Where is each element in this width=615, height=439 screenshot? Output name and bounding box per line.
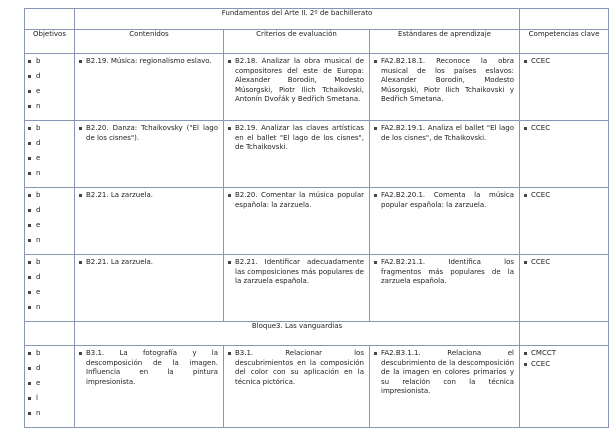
- objetivos-cell: [25, 346, 75, 428]
- contenidos-cell: [75, 54, 224, 121]
- estandar-text: FA2.B3.1.1. Relaciona el descubrimiento de la descomposición de la imagen en colores primarios y su relación con la técnica impresionista.: [374, 349, 514, 397]
- table-row: [25, 346, 609, 428]
- contenidos-cell: [75, 346, 224, 428]
- header-objetivos: Objetivos: [25, 30, 75, 54]
- estandares-cell: [370, 188, 520, 255]
- criterios-cell: [224, 188, 370, 255]
- estandar-text: FA2.B2.19.1. Analiza el ballet "El lago de los cisnes", de Tchaikovski.: [374, 124, 514, 143]
- header-estandares: Estándares de aprendizaje: [370, 30, 520, 54]
- criterios-cell: [224, 121, 370, 188]
- title-spacer-right: [520, 9, 609, 30]
- objetivos-cell: [25, 188, 75, 255]
- estandar-text: FA2.B2.20.1. Comenta la música popular española: la zarzuela.: [374, 191, 514, 210]
- contenido-text: B3.1. La fotografía y la descomposición de la imagen. Influencia en la pintura impresionista.: [79, 349, 218, 387]
- competencia-text: CCEC: [524, 57, 603, 67]
- contenidos-cell: [75, 255, 224, 322]
- objetivo-item: n: [28, 102, 74, 117]
- objetivos-cell: [25, 54, 75, 121]
- estandares-cell: [370, 121, 520, 188]
- criterio-text: B2.18. Analizar la obra musical de compositores del este de Europa: Alexander Borodin, Modesto Músorgski, Piotr Ilich Tchaikovski, Antonín Dvořák y Bedřich Smetana.: [228, 57, 364, 105]
- criterio-text: B2.20. Comentar la música popular española: la zarzuela.: [228, 191, 364, 210]
- estandar-text: FA2.B2.21.1. Identifica los fragmentos más populares de la zarzuela española.: [374, 258, 514, 287]
- contenidos-cell: [75, 121, 224, 188]
- objetivo-item: e: [28, 87, 74, 102]
- contenido-text: B2.21. La zarzuela.: [79, 258, 218, 268]
- header-criterios: Criterios de evaluación: [224, 30, 370, 54]
- competencias-cell: [520, 255, 609, 322]
- objetivo-item: n: [28, 169, 74, 184]
- objetivo-item: n: [28, 409, 74, 424]
- objetivo-item: d: [28, 206, 74, 221]
- block-title: Bloque3. Las vanguardias: [75, 322, 520, 346]
- contenidos-cell: [75, 188, 224, 255]
- estandares-cell: [370, 255, 520, 322]
- objetivo-item: b: [28, 124, 74, 139]
- competencias-cell: [520, 54, 609, 121]
- objetivo-item: d: [28, 139, 74, 154]
- criterios-cell: [224, 346, 370, 428]
- competencias-cell: [520, 188, 609, 255]
- objetivo-item: e: [28, 379, 74, 394]
- competencias-cell: [520, 121, 609, 188]
- competencia-text: CMCCT: [524, 349, 603, 359]
- objetivo-item: e: [28, 288, 74, 303]
- header-contenidos: Contenidos: [75, 30, 224, 54]
- competencia-text: CCEC: [524, 124, 603, 134]
- table-title: Fundamentos del Arte II. 2º de bachillerato: [75, 9, 520, 30]
- objetivo-item: b: [28, 349, 74, 364]
- competencias-cell: [520, 346, 609, 428]
- estandares-cell: [370, 54, 520, 121]
- objetivos-cell: [25, 255, 75, 322]
- header-competencias: Competencias clave: [520, 30, 609, 54]
- objetivos-cell: [25, 121, 75, 188]
- contenido-text: B2.20. Danza: Tchaikovsky ("El lago de los cisnes").: [79, 124, 218, 143]
- objetivo-item: n: [28, 303, 74, 318]
- table-row: [25, 121, 609, 188]
- competencia-text: CCEC: [524, 258, 603, 268]
- objetivo-item: n: [28, 236, 74, 251]
- criterio-text: B2.19. Analizar las claves artísticas en el ballet "El lago de los cisnes", de Tchaikovski.: [228, 124, 364, 153]
- block-spacer-left: [25, 322, 75, 346]
- title-spacer-left: [25, 9, 75, 30]
- criterios-cell: [224, 54, 370, 121]
- objetivo-item: l: [28, 394, 74, 409]
- estandares-cell: [370, 346, 520, 428]
- objetivo-item: b: [28, 57, 74, 72]
- criterio-text: B3.1. Relacionar los descubrimientos en la composición del color con su aplicación en la técnica pictórica.: [228, 349, 364, 387]
- objetivo-item: d: [28, 72, 74, 87]
- estandar-text: FA2.B2.18.1. Reconoce la obra musical de los países eslavos: Alexander Borodin, Modesto Músorgski, Piotr Ilich Tchaikovski y Bedřich Smetana.: [374, 57, 514, 105]
- objetivo-item: d: [28, 364, 74, 379]
- objetivo-item: b: [28, 191, 74, 206]
- objetivo-item: e: [28, 154, 74, 169]
- criterios-cell: [224, 255, 370, 322]
- competencia-text: CCEC: [524, 191, 603, 201]
- table-row: [25, 188, 609, 255]
- contenido-text: B2.19. Música: regionalismo eslavo.: [79, 57, 218, 67]
- objetivo-item: b: [28, 258, 74, 273]
- objetivo-item: e: [28, 221, 74, 236]
- objetivo-item: d: [28, 273, 74, 288]
- criterio-text: B2.21. Identificar adecuadamente las composiciones más populares de la zarzuela española.: [228, 258, 364, 287]
- block-spacer-right: [520, 322, 609, 346]
- table-row: [25, 255, 609, 322]
- contenido-text: B2.21. La zarzuela.: [79, 191, 218, 201]
- table-row: [25, 54, 609, 121]
- curriculum-table: [24, 8, 609, 428]
- competencia-text: CCEC: [524, 360, 603, 370]
